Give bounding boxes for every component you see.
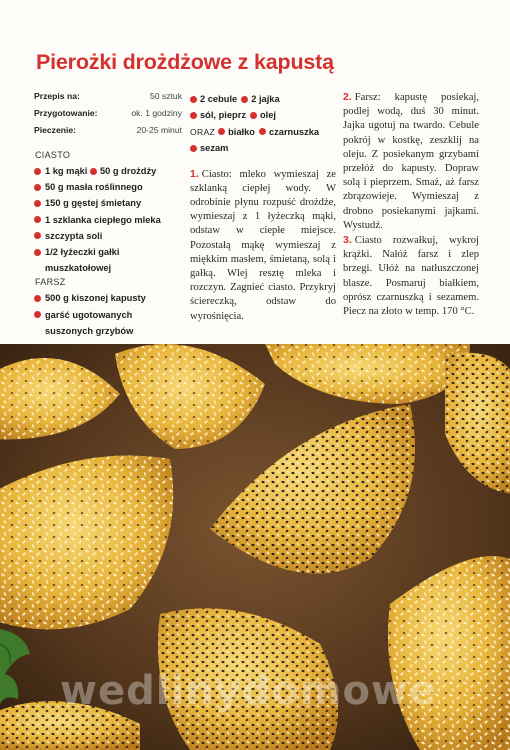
bullet-icon [34, 184, 41, 191]
section-heading-dough: CIASTO [35, 150, 71, 160]
bullet-icon [190, 112, 197, 119]
bullet-icon [34, 168, 41, 175]
bullet-icon [34, 311, 41, 318]
bullet-icon [190, 145, 197, 152]
ingredient-item: garść ugotowanych [34, 307, 184, 323]
bullet-icon [218, 128, 225, 135]
bullet-icon [34, 249, 41, 256]
ingredient-item: 1/2 łyżeczki gałki [34, 244, 184, 260]
dough-ingredients [34, 163, 184, 276]
ingredients-column [34, 91, 184, 339]
meta-row [34, 108, 182, 125]
ingredient-item: 1 szklanka ciepłego mleka [34, 212, 184, 228]
ingredient-line: sól, pieprz olej [190, 107, 336, 123]
bullet-icon [259, 128, 266, 135]
bullet-icon [190, 96, 197, 103]
meta-row [34, 125, 182, 142]
bullet-icon [250, 112, 257, 119]
bullet-icon [90, 168, 97, 175]
ingredient-item: szczypta soli [34, 228, 184, 244]
bullet-icon [34, 200, 41, 207]
bullet-icon [34, 295, 41, 302]
ingredient-item: 500 g kiszonej kapusty [34, 290, 184, 306]
meta-label: Przepis na: [34, 91, 80, 101]
meta-label: Przygotowanie: [34, 108, 98, 118]
right-column [343, 90, 479, 319]
ingredient-item: 1 kg mąki 50 g drożdży [34, 163, 184, 179]
ingredient-item: 50 g masła roślinnego [34, 179, 184, 195]
ingredient-line: ORAZ białko czarnuszka [190, 126, 320, 137]
meta-label: Pieczenie: [34, 125, 77, 135]
ingredient-item: 150 g gęstej śmietany [34, 195, 184, 211]
bullet-icon [34, 232, 41, 239]
ingredient-item-continued: muszkatołowej [45, 263, 112, 274]
ingredient-line: 2 cebule 2 jajka [190, 91, 336, 107]
recipe-meta [34, 91, 182, 142]
bullet-icon [241, 96, 248, 103]
ingredient-item-continued: suszonych grzybów [45, 325, 134, 336]
middle-column [190, 91, 336, 324]
meta-value: 20-25 minut [136, 125, 182, 135]
instruction-step-3: 3. Ciasto rozwałkuj, wykroj krążki. Nałóż farsz i zlep brzegi. Ułóż na natłuszczonej blasze. Posmaruj białkiem, oprósz czarnuszką i sezamem. Piecz na złoto w temp. 170 °C. [343, 234, 479, 318]
filling-ingredients [34, 290, 184, 339]
instruction-step-2: 2. Farsz: kapustę posiekaj, podlej wodą, duś 30 minut. Jajka ugotuj na twardo. Cebule pokrój w kostkę, zeszklij na oleju. Z posiekanym grzybami przełóż do kapusty. Dopraw solą i pieprzem. Smaż, aż farsz zbrązowieje. Wymieszaj z drobno posiekanymi jajkami. Wystudź. [343, 91, 479, 231]
section-heading-filling: FARSZ [35, 277, 66, 288]
meta-value: 50 sztuk [149, 91, 182, 101]
bullet-icon [34, 216, 41, 223]
watermark: wedlinydomowe [60, 668, 438, 714]
instruction-step-1: 1. Ciasto: mleko wymieszaj ze szklanką ciepłej wody. W odrobinie płynu rozpuść drożdże, wymieszaj z 1 łyżeczką mąki, odstaw w ciepłe miejsce. Pozostałą mąkę wymieszaj z miękkim masłem, śmietaną, solą i gałką. Wlej resztę mleka i rozczyn. Zagnieć ciasto. Przykryj ściereczką, odstaw do wyrośnięcia. [190, 167, 336, 322]
meta-row [34, 91, 182, 108]
meta-value: ok. 1 godziny [131, 108, 182, 118]
ingredient-line: sezam [190, 140, 336, 156]
recipe-title: Pierożki drożdżowe z kapustą [36, 50, 334, 74]
